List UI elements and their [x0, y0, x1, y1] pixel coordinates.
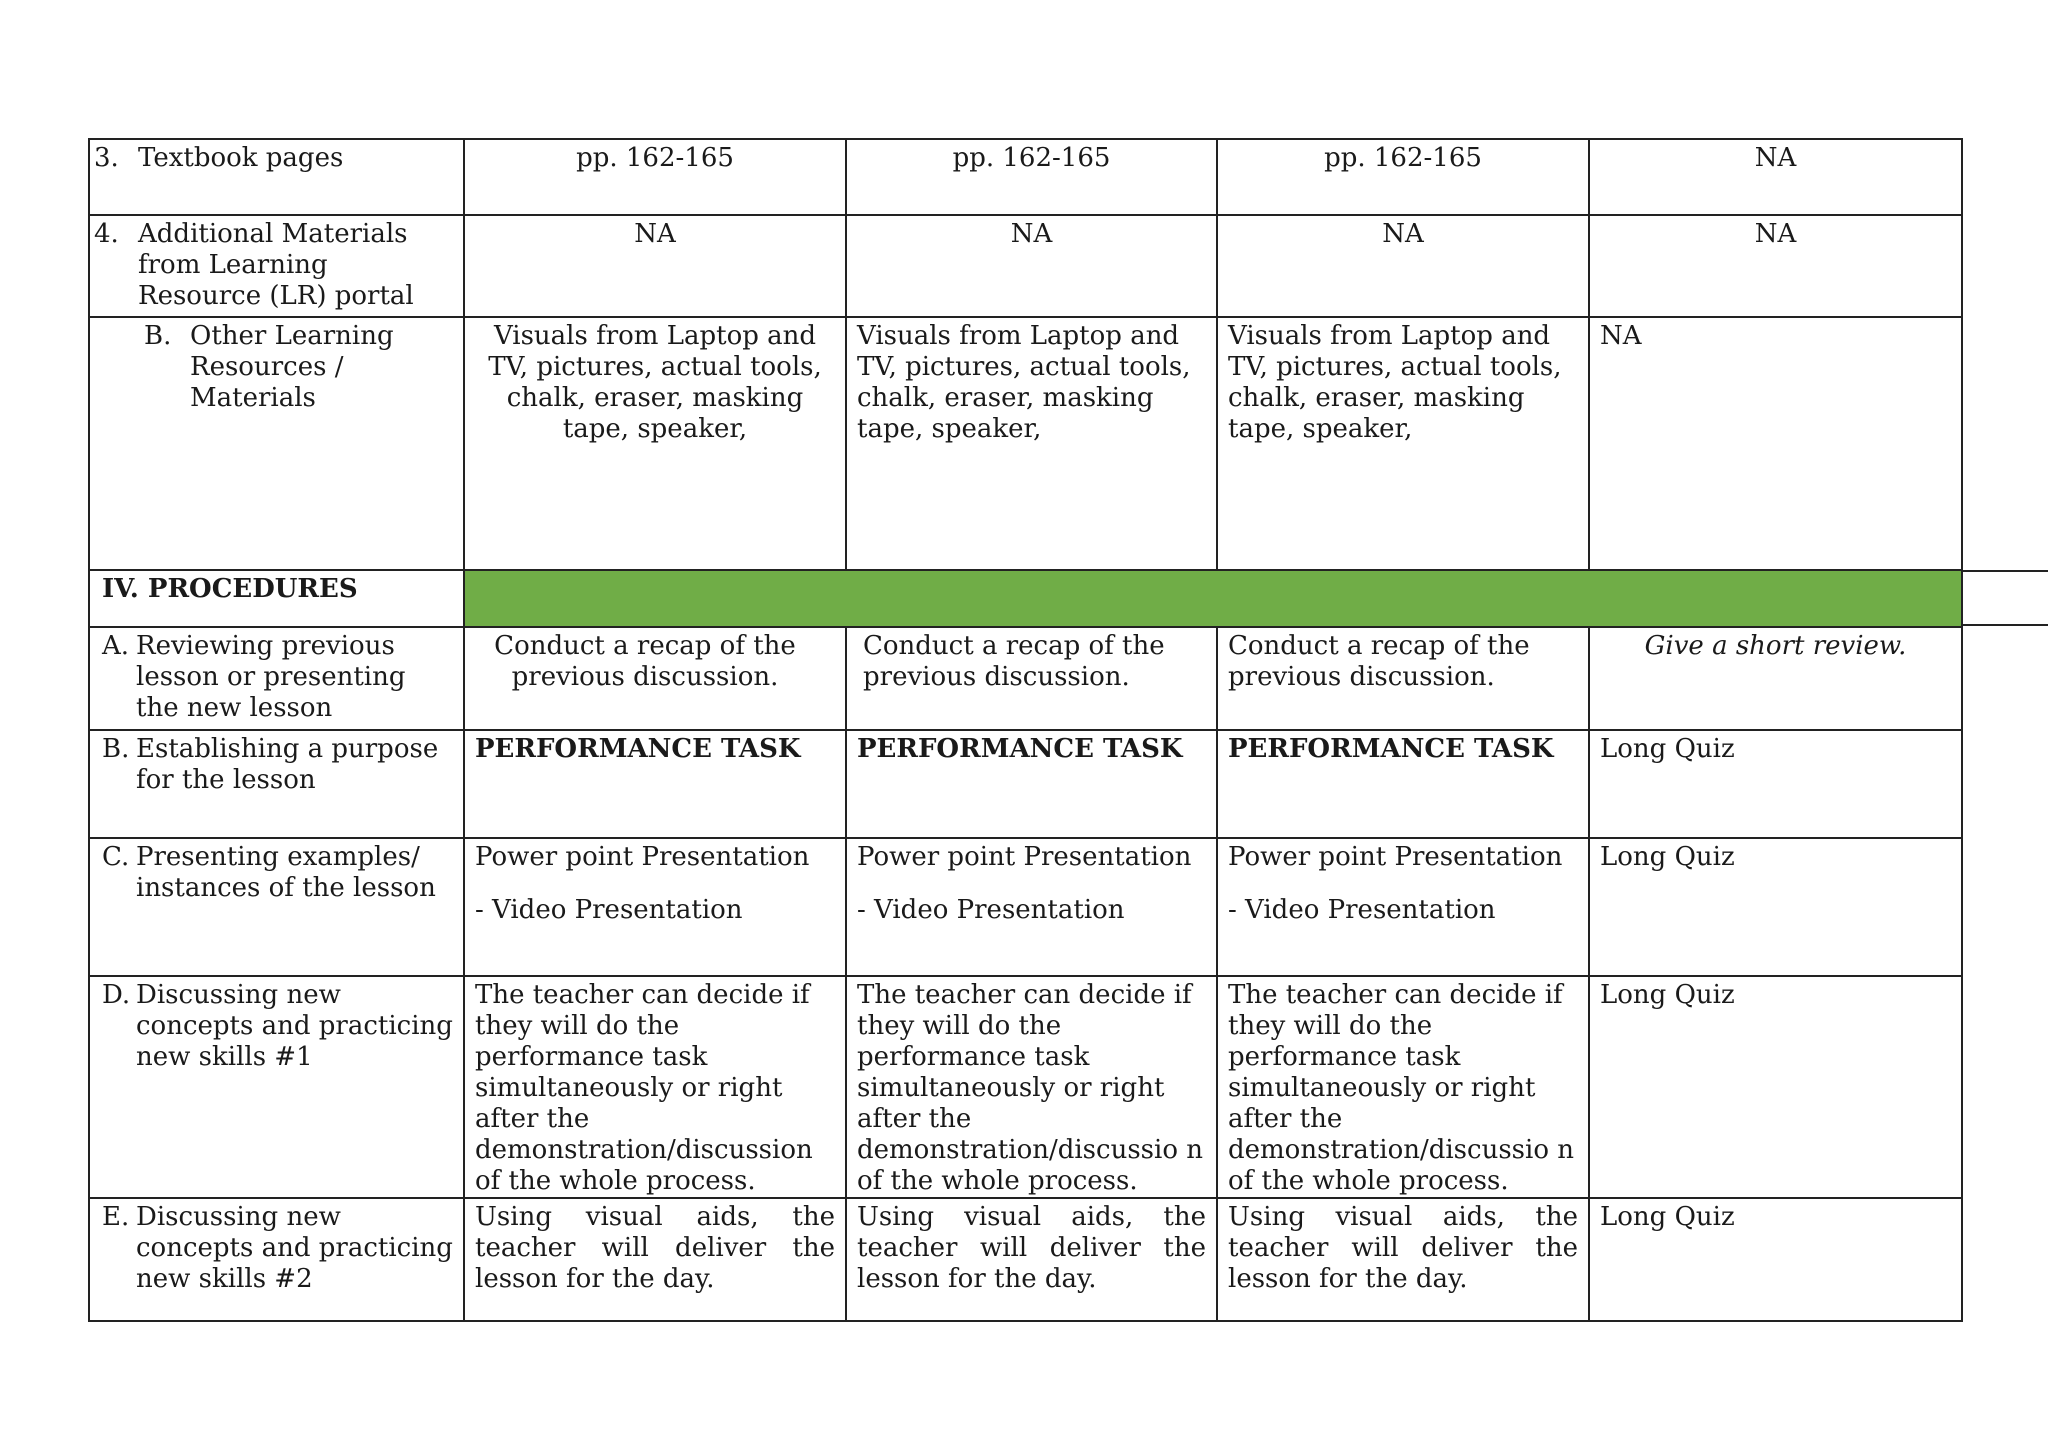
- table-cell: NA: [1589, 215, 1962, 317]
- table-cell: NA: [846, 215, 1217, 317]
- cell-line: Power point Presentation: [857, 842, 1192, 872]
- section-heading: IV. PROCEDURES: [89, 570, 464, 627]
- table-row-discussing-2: [89, 1198, 1962, 1321]
- table-cell: Long Quiz: [1589, 976, 1962, 1198]
- row-number: A.: [102, 631, 130, 661]
- table-cell: pp. 162-165: [464, 139, 846, 215]
- table-cell: NA: [1217, 215, 1589, 317]
- row-number: E.: [102, 1202, 130, 1232]
- table-row-establishing-purpose: [89, 730, 1962, 838]
- table-cell: [846, 838, 1217, 976]
- row-label: Discussing new concepts and practicing new skills #1: [136, 980, 453, 1072]
- table-row-textbook-pages: [89, 139, 1962, 215]
- row-label: Establishing a purpose for the lesson: [136, 734, 439, 795]
- row-number: 4.: [94, 219, 119, 249]
- row-number: C.: [102, 842, 130, 872]
- table-cell: Conduct a recap of the previous discussion.: [1217, 627, 1589, 730]
- table-cell: pp. 162-165: [846, 139, 1217, 215]
- row-label: Textbook pages: [138, 143, 344, 173]
- table-cell: PERFORMANCE TASK: [1217, 730, 1589, 838]
- table-cell: Using visual aids, the teacher will deliver the lesson for the day.: [1217, 1198, 1589, 1321]
- row-label-cell: [89, 1198, 464, 1321]
- cell-line: - Video Presentation: [475, 895, 743, 925]
- table-cell: Visuals from Laptop and TV, pictures, actual tools, chalk, eraser, masking tape, speaker,: [1217, 317, 1589, 570]
- table-cell: Long Quiz: [1589, 730, 1962, 838]
- table-cell: NA: [1589, 139, 1962, 215]
- row-label-cell: [89, 627, 464, 730]
- row-label: Discussing new concepts and practicing new skills #2: [136, 1202, 453, 1294]
- table-cell: The teacher can decide if they will do the performance task simultaneously or right after the demonstration/discussio n of the whole process.: [846, 976, 1217, 1198]
- row-label-cell: [89, 139, 464, 215]
- table-row-additional-materials: [89, 215, 1962, 317]
- table-cell: Give a short review.: [1589, 627, 1962, 730]
- table-cell: The teacher can decide if they will do the performance task simultaneously or right after the demonstration/discussio n of the whole process.: [1217, 976, 1589, 1198]
- table-cell: Long Quiz: [1589, 838, 1962, 976]
- row-label-cell: [89, 976, 464, 1198]
- row-label-cell: [89, 215, 464, 317]
- table-cell: PERFORMANCE TASK: [464, 730, 846, 838]
- row-label-cell: [89, 838, 464, 976]
- procedures-row-extension: [1961, 570, 2048, 626]
- table-row-discussing-1: [89, 976, 1962, 1198]
- table-cell: NA: [464, 215, 846, 317]
- row-number: B.: [102, 734, 130, 764]
- cell-line: - Video Presentation: [1228, 895, 1496, 925]
- row-number: D.: [102, 980, 131, 1010]
- table-row-reviewing: [89, 627, 1962, 730]
- table-row-other-learning-resources: [89, 317, 1962, 570]
- row-label: Presenting examples/ instances of the lesson: [136, 842, 436, 903]
- table-row-presenting-examples: [89, 838, 1962, 976]
- table-cell: NA: [1589, 317, 1962, 570]
- table-cell: Visuals from Laptop and TV, pictures, actual tools, chalk, eraser, masking tape, speaker,: [464, 317, 846, 570]
- cell-line: Power point Presentation: [1228, 842, 1563, 872]
- table-cell: The teacher can decide if they will do the performance task simultaneously or right after the demonstration/discussion of the whole process.: [464, 976, 846, 1198]
- row-label: Reviewing previous lesson or presenting the new lesson: [136, 631, 406, 723]
- table-cell: Conduct a recap of the previous discussion.: [846, 627, 1217, 730]
- table-cell: PERFORMANCE TASK: [846, 730, 1217, 838]
- section-highlight-bar: [464, 570, 1962, 627]
- row-number: 3.: [94, 143, 119, 173]
- table-cell: pp. 162-165: [1217, 139, 1589, 215]
- lesson-plan-table: [88, 138, 1963, 1322]
- row-label: Additional Materials from Learning Resource (LR) portal: [138, 219, 414, 311]
- table-row-procedures-header: [89, 570, 1962, 627]
- table-cell: Using visual aids, the teacher will deliver the lesson for the day.: [846, 1198, 1217, 1321]
- row-label-cell: [89, 730, 464, 838]
- cell-line: Power point Presentation: [475, 842, 810, 872]
- table-cell: Long Quiz: [1589, 1198, 1962, 1321]
- row-number: B.: [144, 321, 172, 351]
- table-cell: Conduct a recap of the previous discussion.: [464, 627, 846, 730]
- cell-line: - Video Presentation: [857, 895, 1125, 925]
- row-label-cell: [89, 317, 464, 570]
- table-cell: [1217, 838, 1589, 976]
- row-label: Other Learning Resources / Materials: [190, 321, 394, 413]
- table-cell: Using visual aids, the teacher will deliver the lesson for the day.: [464, 1198, 846, 1321]
- table-cell: Visuals from Laptop and TV, pictures, actual tools, chalk, eraser, masking tape, speaker,: [846, 317, 1217, 570]
- table-cell: [464, 838, 846, 976]
